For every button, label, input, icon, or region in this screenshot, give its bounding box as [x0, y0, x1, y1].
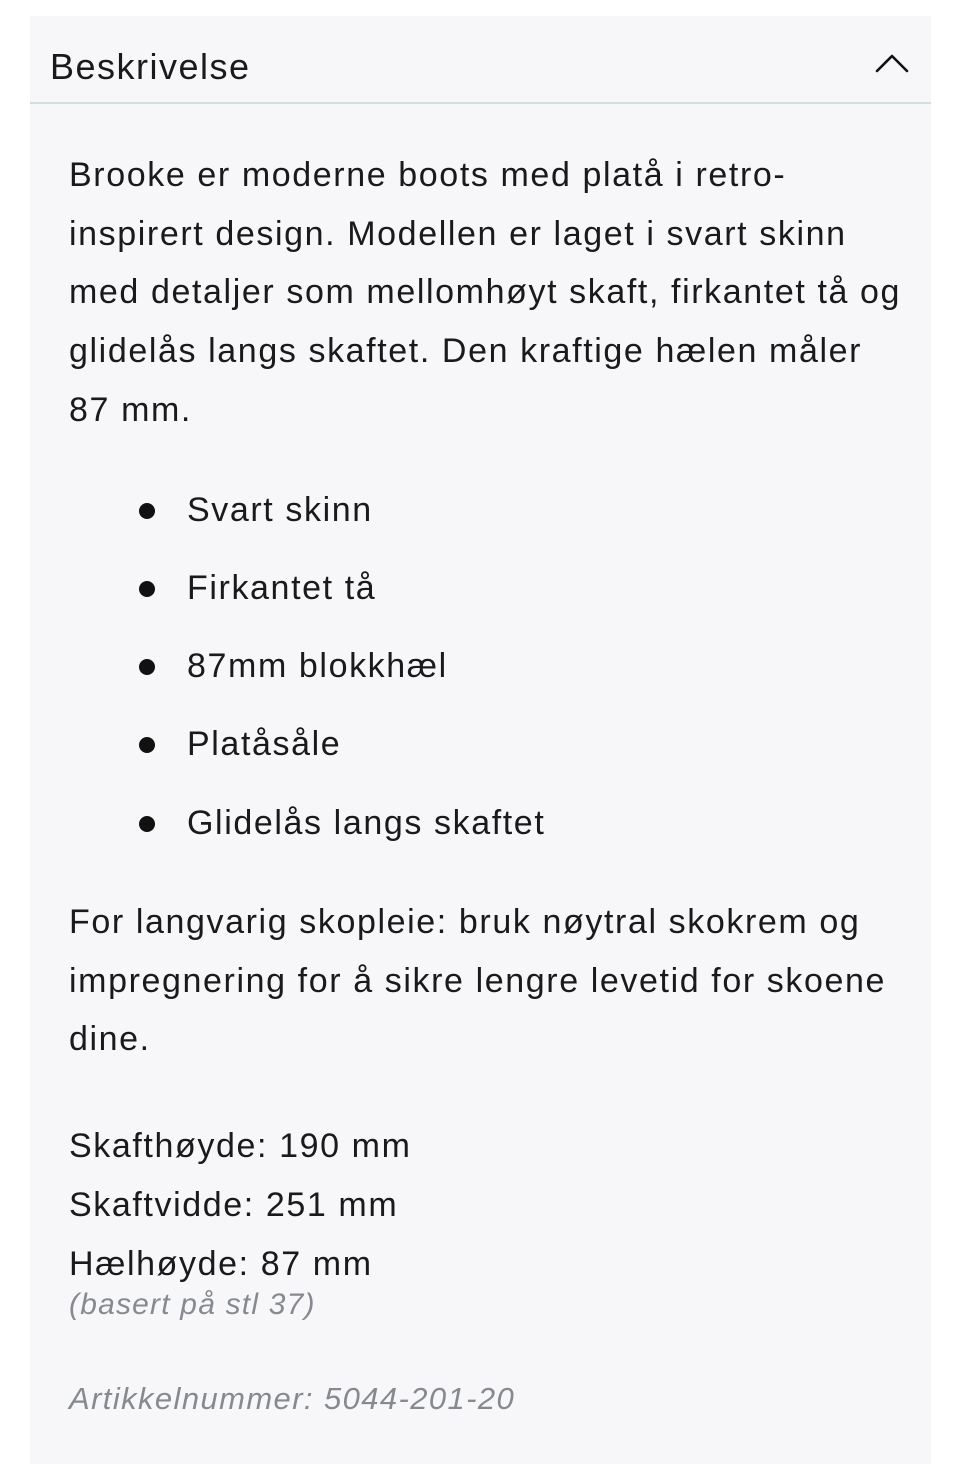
feature-label: Platåsåle	[187, 725, 342, 764]
bullet-icon	[139, 737, 155, 753]
feature-label: 87mm blokkhæl	[187, 647, 448, 686]
bullet-icon	[139, 816, 155, 832]
product-description: Brooke er moderne boots med platå i retro-inspirert design. Modellen er laget i svart skinn med detaljer som mellomhøyt skaft, firkantet tå og glidelås langs skaftet. Den kraftige hælen måler 87 mm.	[69, 156, 902, 429]
accordion-content	[69, 146, 909, 1419]
feature-label: Firkantet tå	[187, 568, 377, 607]
accordion-header[interactable]	[30, 16, 931, 104]
article-number: Artikkelnummer: 5044-201-20	[69, 1381, 516, 1417]
description-accordion	[30, 16, 931, 1464]
feature-label: Glidelås langs skaftet	[187, 803, 546, 842]
feature-label: Svart skinn	[187, 490, 373, 529]
chevron-up-icon[interactable]	[875, 52, 909, 74]
feature-list	[139, 486, 909, 877]
feature-item	[139, 564, 909, 642]
feature-item	[139, 486, 909, 564]
size-note: (basert på stl 37)	[69, 1288, 316, 1322]
feature-item	[139, 642, 909, 720]
bullet-icon	[139, 503, 155, 519]
bullet-icon	[139, 581, 155, 597]
accordion-title: Beskrivelse	[50, 46, 251, 87]
feature-item	[139, 720, 909, 798]
spec-heel-height: Hælhøyde: 87 mm	[69, 1244, 373, 1283]
spec-shaft-height: Skafthøyde: 190 mm	[69, 1127, 412, 1166]
feature-item	[139, 799, 909, 877]
bullet-icon	[139, 659, 155, 675]
spec-shaft-width: Skaftvidde: 251 mm	[69, 1185, 399, 1224]
care-instructions: For langvarig skopleie: bruk nøytral skokrem og impregnering for å sikre lengre levetid for skoene dine.	[69, 903, 887, 1059]
measurements	[69, 1117, 909, 1325]
